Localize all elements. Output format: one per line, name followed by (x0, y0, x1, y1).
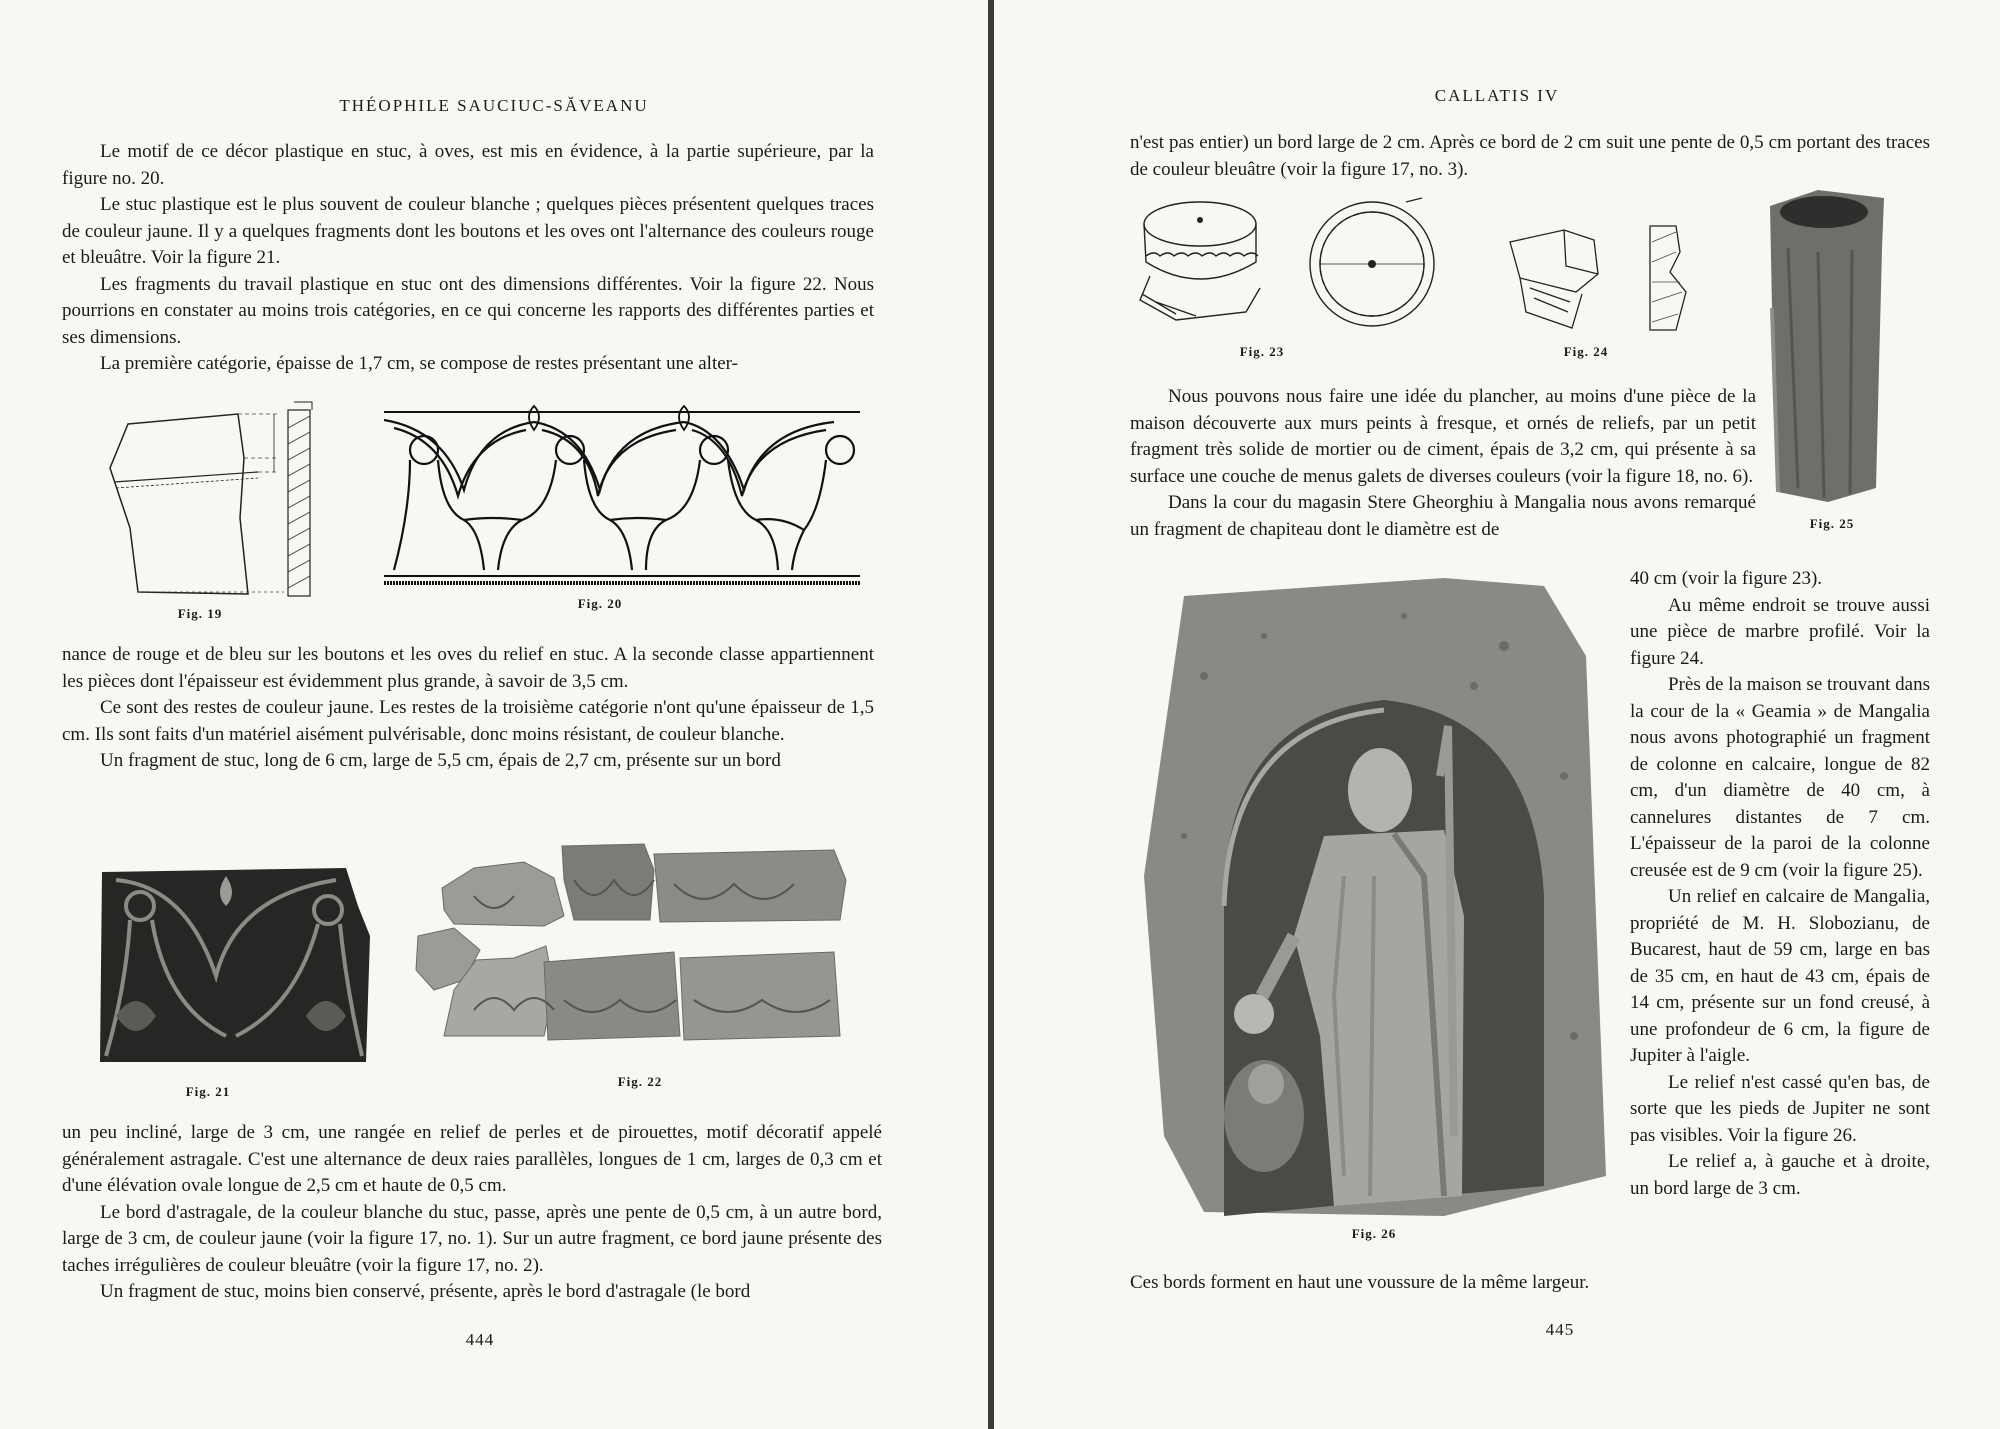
paragraph: Au même endroit se trouve aussi une pièce de marbre profilé. Voir la figure 24. (1630, 594, 1930, 669)
figure-25-caption: Fig. 25 (1809, 516, 1855, 531)
paragraph: Ce sont des restes de couleur jaune. Les restes de la troisième catégorie n'ont qu'une épaisseur de 1,5 cm. Ils sont faits d'un matériel aisément pulvérisable, donc moins résistant, de couleur blanche. (62, 697, 874, 745)
figure-19-caption: Fig. 19 (177, 606, 223, 621)
figure-21-photo (96, 866, 380, 1062)
figure-24-drawing (1500, 222, 1712, 334)
left-text-block-2 (62, 642, 874, 775)
paragraph: Un relief en calcaire de Mangalia, propriété de M. H. Slobozianu, de Bucarest, haut de 59 cm, large en bas de 35 cm, en haut de 43 cm, épais de 14 cm, présente sur un fond creusé, à une profondeur de 6 cm, la figure de Jupiter à l'aigle. (1630, 886, 1930, 1066)
right-text-block-4 (1130, 1270, 1930, 1297)
left-page (0, 0, 988, 1429)
paragraph: Près de la maison se trouvant dans la cour de la « Geamia » de Mangalia nous avons photographié un fragment de colonne en calcaire, longue de 82 cm, d'un diamètre de 40 cm, à cannelures distantes de 7 cm. L'épaisseur de la paroi de la colonne creusée est de 9 cm (voir la figure 25). (1630, 674, 1930, 881)
figure-22-caption: Fig. 22 (617, 1074, 663, 1089)
paragraph: Les fragments du travail plastique en stuc ont des dimensions différentes. Voir la figure 22. Nous pourrions en constater au moins trois catégories, en ce qui concerne les rapports des différentes parties et ses dimensions. (62, 273, 874, 348)
paragraph: un peu incliné, large de 3 cm, une rangée en relief de perles et de pirouettes, motif décoratif appelé généralement astragale. C'est une alternance de deux raies parallèles, longues de 1 cm, larges de 0,3 cm et d'une élévation ovale longue de 2,5 cm et haute de 0,5 cm. (62, 1122, 882, 1196)
paragraph: Le motif de ce décor plastique en stuc, à oves, est mis en évidence, à la partie supérieure, par la figure no. 20. (62, 141, 874, 189)
paragraph: n'est pas entier) un bord large de 2 cm. Après ce bord de 2 cm suit une pente de 0,5 cm portant des traces de couleur bleuâtre (voir la figure 17, no. 3). (1130, 132, 1930, 180)
running-head-left: THÉOPHILE SAUCIUC-SĂVEANU (339, 96, 649, 115)
figure-25-photo (1758, 188, 1894, 504)
figure-26-photo (1144, 576, 1606, 1224)
figure-23-caption: Fig. 23 (1239, 344, 1285, 359)
paragraph: 40 cm (voir la figure 23). (1630, 568, 1823, 589)
paragraph: Le stuc plastique est le plus souvent de couleur blanche ; quelques pièces présentent quelques traces de couleur jaune. Il y a quelques fragments dont les boutons et les oves ont l'alternance des couleurs rouge et bleuâtre. Voir la figure 21. (62, 194, 874, 268)
figure-24-caption: Fig. 24 (1563, 344, 1609, 359)
figure-26-caption: Fig. 26 (1351, 1226, 1397, 1241)
figure-22-photo (414, 840, 848, 1054)
figure-23-drawing (1136, 196, 1442, 338)
figure-19-drawing (108, 398, 330, 598)
page-number-left: 444 (465, 1330, 495, 1349)
paragraph: Nous pouvons nous faire une idée du plancher, au moins d'une pièce de la maison découverte aux murs peints à fresque, et ornés de reliefs, par un petit fragment très solide de mortier ou de ciment, épais de 3,2 cm, qui présente à sa surface une couche de menus galets de diverses couleurs (voir la figure 18, no. 6). (1130, 386, 1756, 487)
right-page (994, 0, 2000, 1429)
figure-21-caption: Fig. 21 (185, 1084, 231, 1099)
figure-20-drawing (384, 400, 860, 590)
figure-20-caption: Fig. 20 (577, 596, 623, 611)
paragraph: Le relief n'est cassé qu'en bas, de sorte que les pieds de Jupiter ne sont pas visibles. Voir la figure 26. (1630, 1071, 1930, 1146)
right-text-block-3 (1630, 566, 1930, 1202)
page-number-right: 445 (1545, 1320, 1575, 1339)
left-text-block-3 (62, 1120, 882, 1306)
paragraph: La première catégorie, épaisse de 1,7 cm, se compose de restes présentant une alter- (100, 353, 738, 374)
right-text-block-1 (1130, 130, 1930, 183)
paragraph: Dans la cour du magasin Stere Gheorghiu à Mangalia nous avons remarqué un fragment de chapiteau dont le diamètre est de (1130, 492, 1756, 540)
paragraph: nance de rouge et de bleu sur les boutons et les oves du relief en stuc. A la seconde classe appartiennent les pièces dont l'épaisseur est évidemment plus grande, à savoir de 3,5 cm. (62, 644, 874, 692)
paragraph: Un fragment de stuc, moins bien conservé, présente, après le bord d'astragale (le bord (100, 1281, 751, 1302)
paragraph: Ces bords forment en haut une voussure de la même largeur. (1130, 1272, 1590, 1293)
left-text-block-1 (62, 139, 874, 378)
paragraph: Un fragment de stuc, long de 6 cm, large de 5,5 cm, épais de 2,7 cm, présente sur un bord (100, 750, 781, 771)
running-head-right: CALLATIS IV (1434, 86, 1560, 105)
paragraph: Le relief a, à gauche et à droite, un bord large de 3 cm. (1630, 1151, 1930, 1199)
right-text-block-2 (1130, 384, 1756, 543)
paragraph: Le bord d'astragale, de la couleur blanche du stuc, passe, après une pente de 0,5 cm, à un autre bord, large de 3 cm, de couleur jaune (voir la figure 17, no. 1). Sur un autre fragment, ce bord jaune présente des taches irrégulières de couleur bleuâtre (voir la figure 17, no. 2). (62, 1201, 882, 1276)
